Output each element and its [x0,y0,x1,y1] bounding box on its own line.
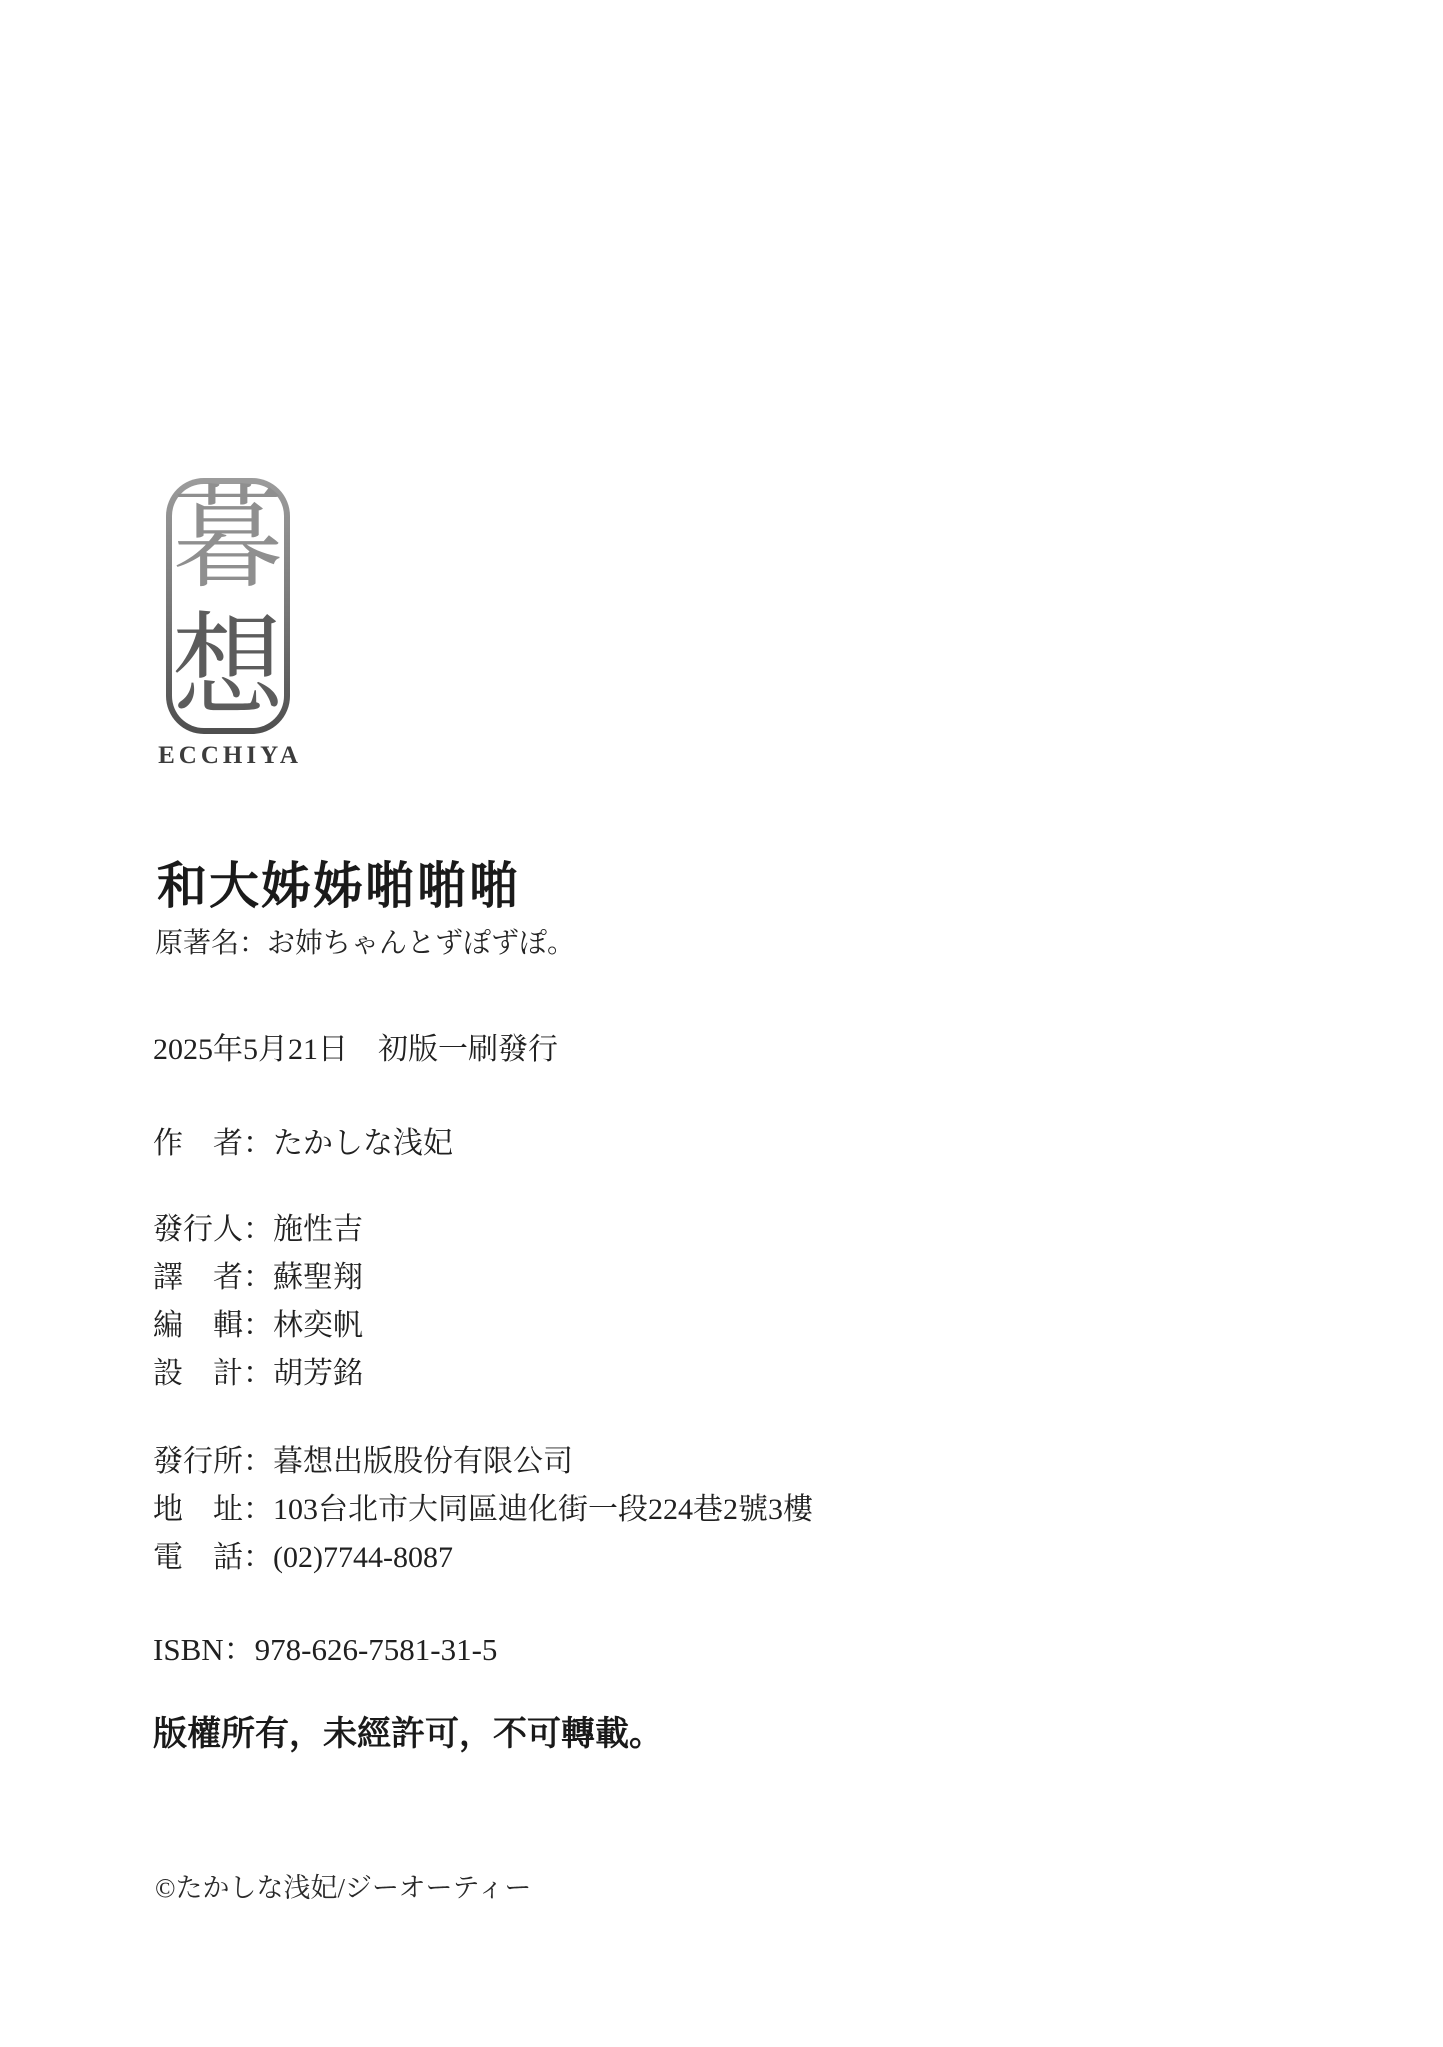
author-line: 作 者：たかしな浅妃 [153,1127,453,1160]
publisher-person-line: 發行人：施性吉 [153,1213,363,1246]
publisher-seal-logo [166,478,290,734]
designer-line: 設 計：胡芳銘 [153,1357,363,1390]
credits-block [153,1206,363,1398]
isbn-line: ISBN：978-626-7581-31-5 [153,1632,498,1667]
book-title: 和大姊姊啪啪啪 [157,858,521,914]
publisher-phone-line: 電 話：(02)7744-8087 [153,1541,453,1574]
seal-char-top: 暮 [172,478,284,602]
publisher-block [153,1438,813,1582]
edition-date-line: 2025年5月21日 初版一刷發行 [153,1033,558,1066]
seal-char-bottom: 想 [172,606,284,730]
rights-notice: 版權所有，未經許可，不可轉載。 [153,1716,663,1753]
publisher-company-line: 發行所：暮想出版股份有限公司 [153,1445,573,1478]
publisher-address-line: 地 址：103台北市大同區迪化街一段224巷2號3樓 [153,1493,813,1526]
footer-copyright: ©たかしな浅妃/ジーオーティー [155,1873,532,1903]
brand-name: ECCHIYA [158,742,302,769]
original-title: 原著名：お姉ちゃんとずぽずぽ。 [155,928,576,959]
seal-characters [166,478,290,734]
translator-line: 譯 者：蘇聖翔 [153,1261,363,1294]
editor-line: 編 輯：林奕帆 [153,1309,363,1342]
